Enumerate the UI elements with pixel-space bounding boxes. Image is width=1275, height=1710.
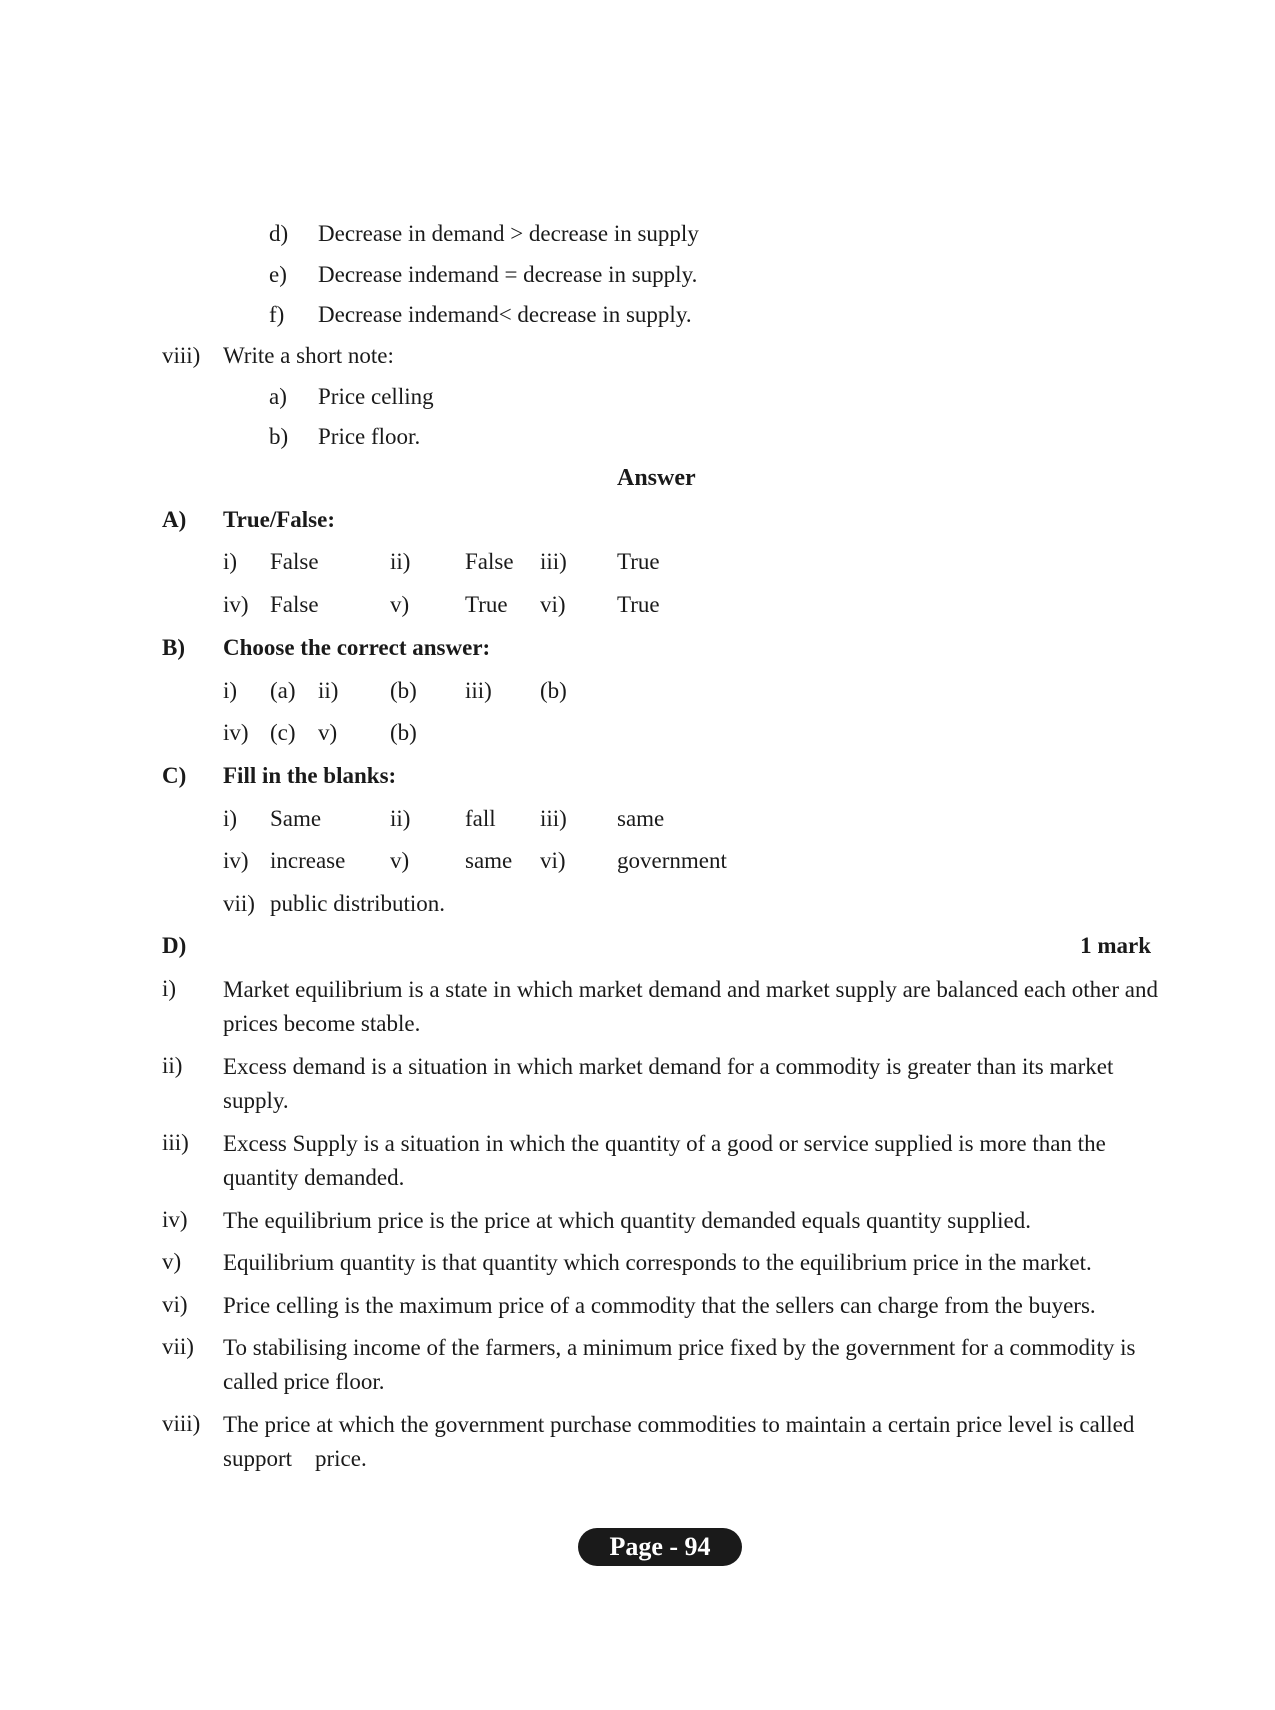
answer-number: iv) [223, 592, 249, 617]
answer-number: iii) [465, 678, 492, 703]
definition-text: To stabilising income of the farmers, a minimum price fixed by the government for a commodity is called price floor. [223, 1335, 1136, 1394]
answer-number: vi) [162, 1292, 188, 1317]
answer-number: iii) [540, 549, 567, 574]
answer-value: public distribution. [270, 891, 446, 916]
answer-number: ii) [390, 549, 411, 574]
answer-number: i) [223, 549, 238, 574]
definition-text: Excess demand is a situation in which market demand for a commodity is greater than its market supply. [223, 1054, 1114, 1113]
answer-value: False [270, 549, 319, 574]
section-c-title: Fill in the blanks: [223, 763, 397, 788]
option-f-number: f) [269, 302, 285, 327]
option-a-text: Price celling [318, 384, 434, 409]
option-e-number: e) [269, 262, 287, 287]
answer-value: (b) [390, 720, 417, 745]
question-viii-number: viii) [162, 343, 201, 368]
answer-value: (c) [270, 720, 296, 745]
answer-value: True [465, 592, 508, 617]
answer-number: i) [223, 806, 238, 831]
answer-number: viii) [162, 1411, 201, 1436]
section-b-title: Choose the correct answer: [223, 635, 491, 660]
answer-value: increase [270, 848, 346, 873]
option-d-text: Decrease in demand > decrease in supply [318, 221, 699, 246]
answer-number: i) [162, 976, 177, 1001]
answer-number: vi) [540, 848, 566, 873]
answer-number: iv) [223, 848, 249, 873]
answer-number: v) [162, 1249, 182, 1274]
option-a-number: a) [269, 384, 287, 409]
answer-value: same [617, 806, 665, 831]
answer-value: (a) [270, 678, 296, 703]
option-d-number: d) [269, 221, 289, 246]
answer-number: v) [390, 592, 410, 617]
definition-text: Price celling is the maximum price of a commodity that the sellers can charge from the buyers. [223, 1293, 1096, 1318]
answer-value: False [270, 592, 319, 617]
section-a-label: A) [162, 507, 187, 532]
answer-number: ii) [318, 678, 339, 703]
answer-value: True [617, 592, 660, 617]
option-f-text: Decrease indemand< decrease in supply. [318, 302, 692, 327]
definition-text: The equilibrium price is the price at which quantity demanded equals quantity supplied. [223, 1208, 1031, 1233]
answer-heading: Answer [617, 465, 696, 491]
answer-number: v) [318, 720, 338, 745]
answer-number: vii) [223, 891, 255, 916]
definition-text: The price at which the government purchase commodities to maintain a certain price level is called support price. [223, 1412, 1141, 1471]
answer-number: vii) [162, 1334, 194, 1359]
marks-label: 1 mark [1080, 933, 1151, 958]
answer-value: same [465, 848, 513, 873]
answer-value: False [465, 549, 514, 574]
definition-text: Market equilibrium is a state in which market demand and market supply are balanced each other and prices become stable. [223, 977, 1158, 1036]
option-b-text: Price floor. [318, 424, 421, 449]
answer-value: Same [270, 806, 322, 831]
answer-value: government [617, 848, 727, 873]
section-a-title: True/False: [223, 507, 335, 532]
question-viii-text: Write a short note: [223, 343, 394, 368]
definition-text: Equilibrium quantity is that quantity which corresponds to the equilibrium price in the market. [223, 1250, 1092, 1275]
answer-number: iii) [540, 806, 567, 831]
definition-text: Excess Supply is a situation in which the quantity of a good or service supplied is more than the quantity demanded. [223, 1131, 1106, 1190]
answer-value: fall [465, 806, 496, 831]
answer-value: True [617, 549, 660, 574]
answer-number: ii) [162, 1053, 183, 1078]
option-b-number: b) [269, 424, 289, 449]
section-c-label: C) [162, 763, 187, 788]
answer-number: vi) [540, 592, 566, 617]
section-b-label: B) [162, 635, 185, 660]
answer-number: v) [390, 848, 410, 873]
answer-number: ii) [390, 806, 411, 831]
answer-value: (b) [540, 678, 567, 703]
answer-number: iv) [162, 1207, 188, 1232]
answer-number: iv) [223, 720, 249, 745]
answer-number: i) [223, 678, 238, 703]
answer-number: iii) [162, 1130, 189, 1155]
page-number: Page - 94 [578, 1528, 742, 1566]
answer-value: (b) [390, 678, 417, 703]
option-e-text: Decrease indemand = decrease in supply. [318, 262, 698, 287]
section-d-label: D) [162, 933, 187, 958]
